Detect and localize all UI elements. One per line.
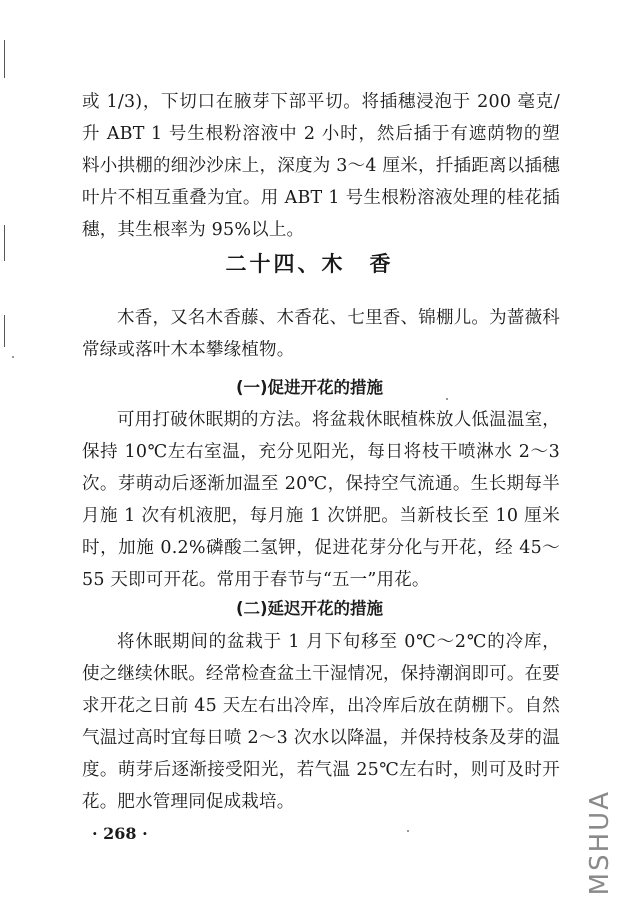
intro-paragraph: 木香，又名木香藤、木香花、七里香、锦棚儿。为蔷薇科常绿或落叶木本攀缘植物。 [82,308,560,360]
continued-paragraph-block [82,86,560,246]
scan-margin-line-lower [4,315,5,347]
scan-speck [12,356,14,358]
section-title-promote-flowering: (一)促进开花的措施 [235,378,384,397]
delay-paragraph-block [82,626,560,818]
scan-margin-line-top [4,40,5,78]
chapter-title: 二十四、木 香 [225,252,394,276]
promote-paragraph: 可用打破休眠期的方法。将盆栽休眠植株放人低温温室，保持 10℃左右室温，充分见阳光，每日将枝干喷淋水 2～3 次。芽萌动后逐渐加温至 20℃，保持空气流通。生长期每半月施 1 次有机液肥，每月施 1 次饼肥。当新枝长至 10 厘米时，加施 0.2%磷酸二氢钾，促进花芽分化与开花，经 45～55 天即可开花。常用于春节与“五一”用花。 [82,410,560,590]
promote-paragraph-block [82,404,560,596]
intro-paragraph-block [82,302,560,366]
page-number: · 268 · [92,824,148,843]
delay-paragraph: 将休眠期间的盆栽于 1 月下旬移至 0℃～2℃的冷库，使之继续休眠。经常检查盆土干湿情况，保持潮润即可。在要求开花之日前 45 天左右出冷库，出冷库后放在荫棚下。自然气温过高时宜每日喷 2～3 次水以降温，并保持枝条及芽的温度。萌芽后逐渐接受阳光，若气温 25℃左右时，则可及时开花。肥水管理同促成栽培。 [82,632,560,812]
scan-speck [407,830,409,832]
section-title-delay-flowering: (二)延迟开花的措施 [235,599,384,618]
watermark: MSHUA [585,789,615,895]
continued-paragraph: 或 1/3)，下切口在腋芽下部平切。将插穗浸泡于 200 毫克/升 ABT 1 号生根粉溶液中 2 小时，然后插于有遮荫物的塑料小拱棚的细沙沙床上，深度为 3～4 厘米，扦插距离以插穗叶片不相互重叠为宜。用 ABT 1 号生根粉溶液处理的桂花插穗，其生根率为 95%以上。 [82,92,560,240]
scan-speck [446,398,448,400]
